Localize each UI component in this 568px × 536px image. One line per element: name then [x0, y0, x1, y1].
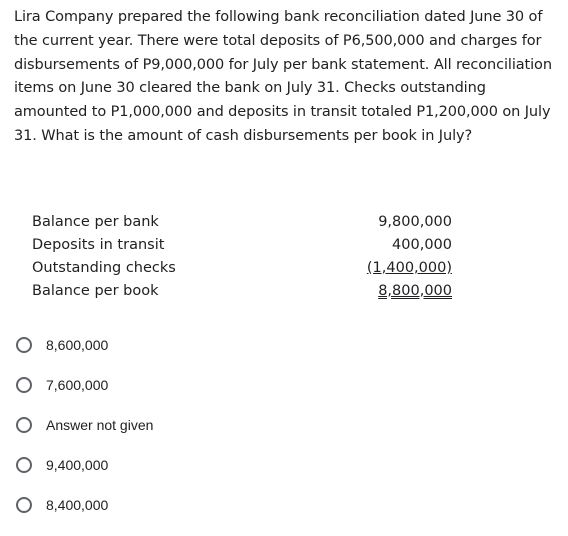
recon-label: Deposits in transit — [32, 237, 165, 253]
recon-label: Balance per book — [32, 283, 159, 299]
option-label[interactable]: 8,400,000 — [46, 497, 109, 513]
radio-button-icon[interactable] — [16, 337, 32, 353]
recon-value: 400,000 — [392, 237, 452, 253]
bank-reconciliation-table — [32, 211, 452, 303]
recon-row-outstanding-checks — [32, 257, 452, 280]
radio-button-icon[interactable] — [16, 377, 32, 393]
answer-option[interactable] — [16, 445, 153, 485]
recon-label: Balance per bank — [32, 214, 159, 230]
recon-value: 9,800,000 — [378, 214, 452, 230]
recon-label: Outstanding checks — [32, 260, 176, 276]
answer-option[interactable] — [16, 485, 153, 525]
option-label[interactable]: Answer not given — [46, 417, 154, 433]
question-text: Lira Company prepared the following bank reconciliation dated June 30 of the current year. There were total deposits of P6,500,000 and charges for disbursements of P9,000,000 for July per bank statement. All reconciliation items on June 30 cleared the bank on July 31. Checks outstanding amounted to P1,000,000 and deposits in transit totaled P1,200,000 on July 31. What is the amount of cash disbursements per book in July? — [14, 9, 552, 144]
answer-option[interactable] — [16, 325, 153, 365]
recon-row-balance-per-bank — [32, 211, 452, 234]
recon-value: 8,800,000 — [378, 283, 452, 299]
option-label[interactable]: 7,600,000 — [46, 377, 109, 393]
option-label[interactable]: 9,400,000 — [46, 457, 109, 473]
answer-option[interactable] — [16, 365, 153, 405]
answer-option[interactable] — [16, 405, 153, 445]
radio-button-icon[interactable] — [16, 417, 32, 433]
recon-value: (1,400,000) — [366, 260, 452, 276]
recon-row-balance-per-book — [32, 280, 452, 303]
recon-row-deposits-in-transit — [32, 234, 452, 257]
radio-button-icon[interactable] — [16, 497, 32, 513]
radio-button-icon[interactable] — [16, 457, 32, 473]
answer-options — [16, 325, 153, 525]
option-label[interactable]: 8,600,000 — [46, 337, 109, 353]
